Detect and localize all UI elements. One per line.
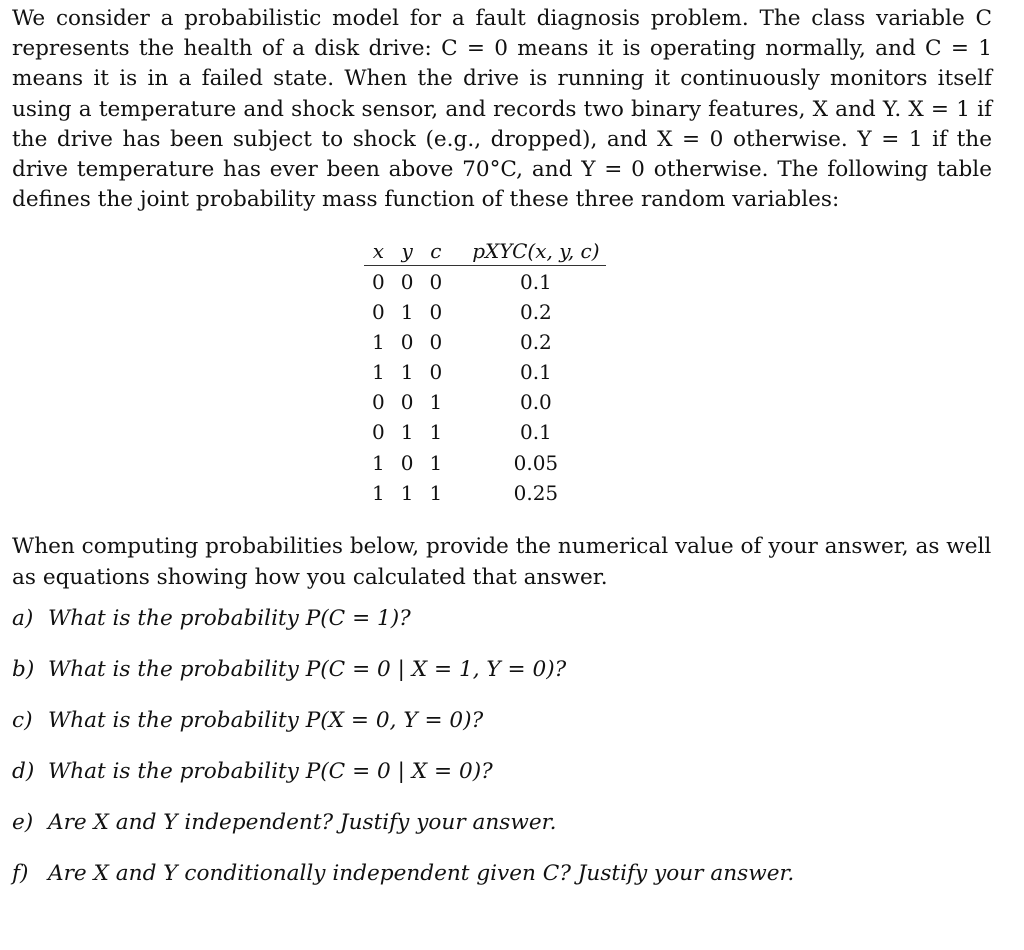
table-row [364,387,606,417]
question-list [12,605,992,911]
cell-y: 1 [400,420,414,445]
question-text: What is the probability P(X = 0, Y = 0)? [48,707,484,733]
cell-y: 1 [400,360,414,385]
question-e [12,809,992,860]
cell-x: 0 [372,390,385,415]
table-row [364,357,606,387]
question-d [12,758,992,809]
question-label: b) [12,656,35,682]
header-y: y [393,237,422,266]
cell-c: 1 [429,480,443,505]
question-label: a) [12,605,34,631]
question-label: e) [12,809,34,835]
cell-x: 0 [372,269,385,294]
instructions-paragraph: When computing probabilities below, provide the numerical value of your answer, as well as equations showing how you calculated that answer. [12,533,992,590]
cell-c: 0 [429,360,443,385]
cell-p: 0.2 [519,299,552,324]
cell-y: 0 [400,329,414,354]
pmf-table [364,237,606,508]
cell-x: 1 [372,480,385,505]
cell-x: 0 [372,299,385,324]
question-text: What is the probability P(C = 0 | X = 0)? [48,758,493,784]
cell-c: 0 [429,299,443,324]
cell-y: 1 [400,299,414,324]
header-x: x [364,237,393,266]
table-row [364,478,606,508]
table-row [364,417,606,447]
question-text: What is the probability P(C = 0 | X = 1, Y = 0)? [48,656,567,682]
document-page [12,4,992,911]
question-text: Are X and Y conditionally independent given C? Justify your answer. [48,860,795,886]
table-row [364,297,606,327]
cell-y: 0 [400,269,414,294]
table-row [364,266,606,297]
cell-p: 0.1 [519,269,552,294]
cell-c: 1 [429,390,443,415]
cell-p: 0.25 [513,480,559,505]
cell-c: 0 [429,329,443,354]
cell-p: 0.0 [519,390,552,415]
cell-p: 0.05 [513,450,559,475]
table-row [364,448,606,478]
question-b [12,656,992,707]
question-label: c) [12,707,33,733]
cell-c: 1 [429,420,443,445]
cell-y: 0 [400,450,414,475]
intro-paragraph: We consider a probabilistic model for a fault diagnosis problem. The class variable C represents the health of a disk drive: C = 0 means it is operating normally, and C = 1 means it is in a failed state. When the drive is running it continuously monitors itself using a temperature and shock sensor, and records two binary features, X and Y. X = 1 if the drive has been subject to shock (e.g., dropped), and X = 0 otherwise. Y = 1 if the drive temperature has ever been above 70°C, and Y = 0 otherwise. The following table defines the joint probability mass function of these three random variables: [12,6,992,213]
cell-p: 0.2 [519,329,552,354]
cell-x: 1 [372,360,385,385]
question-a [12,605,992,656]
question-c [12,707,992,758]
cell-x: 0 [372,420,385,445]
question-text: Are X and Y independent? Justify your answer. [48,809,557,835]
table-row [364,327,606,357]
header-c: c [421,237,450,266]
cell-y: 1 [400,480,414,505]
question-label: d) [12,758,35,784]
cell-p: 0.1 [519,360,552,385]
pmf-table-container [364,237,640,508]
question-f [12,860,992,911]
cell-p: 0.1 [519,420,552,445]
table-header-row [364,237,606,266]
cell-c: 0 [429,269,443,294]
cell-c: 1 [429,450,443,475]
cell-y: 0 [400,390,414,415]
question-label: f) [12,860,29,886]
cell-x: 1 [372,329,385,354]
header-pmf: pXYC(x, y, c) [450,237,605,266]
cell-x: 1 [372,450,385,475]
question-text: What is the probability P(C = 1)? [48,605,411,631]
